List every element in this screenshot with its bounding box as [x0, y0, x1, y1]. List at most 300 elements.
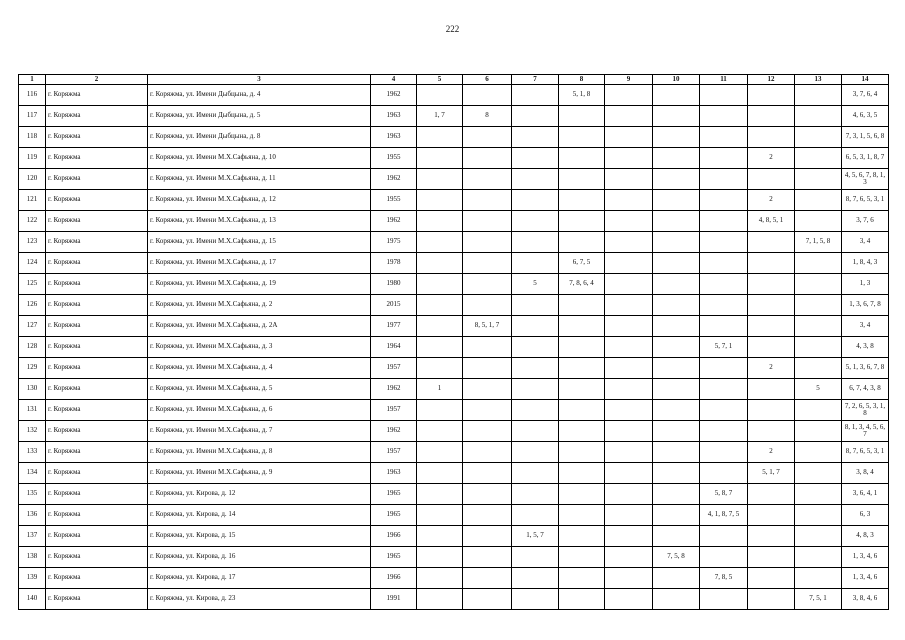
table-cell-col-14: 7, 2, 6, 5, 3, 1, 8: [842, 400, 889, 421]
table-cell-col-14: 3, 6, 4, 1: [842, 484, 889, 505]
table-cell-col-11: [700, 232, 748, 253]
table-cell-col-1: 139: [19, 568, 46, 589]
table-cell-col-10: [653, 463, 700, 484]
table-cell-col-5: 1: [417, 379, 463, 400]
table-cell-col-9: [605, 211, 653, 232]
table-cell-col-9: [605, 568, 653, 589]
table-cell-col-4: 1955: [371, 190, 417, 211]
table-cell-col-9: [605, 190, 653, 211]
table-cell-col-4: 1962: [371, 211, 417, 232]
table-cell-col-3: г. Коряжма, ул. Кирова, д. 23: [148, 589, 371, 610]
table-cell-col-8: [559, 211, 605, 232]
table-cell-col-8: [559, 148, 605, 169]
table-cell-col-9: [605, 505, 653, 526]
table-cell-col-1: 122: [19, 211, 46, 232]
table-cell-col-13: [795, 400, 842, 421]
table-cell-col-2: г. Коряжма: [46, 421, 148, 442]
table-cell-col-9: [605, 316, 653, 337]
table-cell-col-7: [512, 568, 559, 589]
table-cell-col-14: 3, 7, 6: [842, 211, 889, 232]
table-cell-col-8: [559, 400, 605, 421]
table-cell-col-5: [417, 253, 463, 274]
table-cell-col-12: [748, 547, 795, 568]
table-cell-col-8: [559, 547, 605, 568]
table-cell-col-3: г. Коряжма, ул. Имени М.Х.Сафьяна, д. 17: [148, 253, 371, 274]
table-cell-col-1: 125: [19, 274, 46, 295]
table-cell-col-11: [700, 106, 748, 127]
table-cell-col-11: [700, 148, 748, 169]
table-cell-col-9: [605, 274, 653, 295]
table-cell-col-7: [512, 127, 559, 148]
table-cell-col-13: [795, 316, 842, 337]
table-cell-col-11: [700, 358, 748, 379]
table-cell-col-3: г. Коряжма, ул. Кирова, д. 17: [148, 568, 371, 589]
table-cell-col-7: [512, 463, 559, 484]
table-cell-col-3: г. Коряжма, ул. Имени М.Х.Сафьяна, д. 3: [148, 337, 371, 358]
table-cell-col-14: 6, 3: [842, 505, 889, 526]
table-cell-col-12: 2: [748, 358, 795, 379]
table-cell-col-2: г. Коряжма: [46, 484, 148, 505]
table-cell-col-1: 138: [19, 547, 46, 568]
table-cell-col-3: г. Коряжма, ул. Кирова, д. 16: [148, 547, 371, 568]
table-cell-col-7: [512, 589, 559, 610]
table-cell-col-10: [653, 232, 700, 253]
table-cell-col-10: [653, 337, 700, 358]
table-cell-col-14: 4, 6, 3, 5: [842, 106, 889, 127]
table-cell-col-11: [700, 190, 748, 211]
table-cell-col-12: [748, 400, 795, 421]
table-cell-col-12: [748, 526, 795, 547]
table-cell-col-8: [559, 463, 605, 484]
column-header-4: 4: [371, 75, 417, 85]
table-cell-col-6: [463, 190, 512, 211]
table-cell-col-3: г. Коряжма, ул. Имени М.Х.Сафьяна, д. 9: [148, 463, 371, 484]
table-cell-col-11: [700, 316, 748, 337]
table-cell-col-12: [748, 253, 795, 274]
table-cell-col-13: [795, 127, 842, 148]
table-cell-col-11: [700, 253, 748, 274]
table-row: [19, 526, 889, 547]
table-cell-col-12: [748, 274, 795, 295]
table-cell-col-8: [559, 442, 605, 463]
table-cell-col-4: 1980: [371, 274, 417, 295]
table-cell-col-10: [653, 253, 700, 274]
table-cell-col-2: г. Коряжма: [46, 379, 148, 400]
table-cell-col-6: [463, 358, 512, 379]
table-cell-col-7: [512, 148, 559, 169]
table-cell-col-9: [605, 400, 653, 421]
table-cell-col-9: [605, 85, 653, 106]
table-cell-col-6: [463, 568, 512, 589]
table-cell-col-8: 6, 7, 5: [559, 253, 605, 274]
table-cell-col-8: [559, 505, 605, 526]
table-cell-col-5: [417, 526, 463, 547]
table-cell-col-2: г. Коряжма: [46, 442, 148, 463]
table-cell-col-3: г. Коряжма, ул. Имени М.Х.Сафьяна, д. 8: [148, 442, 371, 463]
table-cell-col-5: [417, 421, 463, 442]
table-cell-col-12: [748, 127, 795, 148]
table-cell-col-7: [512, 190, 559, 211]
table-cell-col-10: [653, 148, 700, 169]
table-cell-col-5: [417, 547, 463, 568]
table-cell-col-9: [605, 253, 653, 274]
header-row: [19, 75, 889, 85]
table-cell-col-2: г. Коряжма: [46, 526, 148, 547]
table-cell-col-13: [795, 442, 842, 463]
table-cell-col-3: г. Коряжма, ул. Кирова, д. 15: [148, 526, 371, 547]
table-cell-col-14: 8, 7, 6, 5, 3, 1: [842, 190, 889, 211]
table-cell-col-2: г. Коряжма: [46, 169, 148, 190]
table-cell-col-3: г. Коряжма, ул. Имени М.Х.Сафьяна, д. 19: [148, 274, 371, 295]
table-cell-col-6: [463, 463, 512, 484]
table-cell-col-8: [559, 337, 605, 358]
table-cell-col-8: [559, 127, 605, 148]
table-cell-col-4: 1962: [371, 169, 417, 190]
table-cell-col-12: 4, 8, 5, 1: [748, 211, 795, 232]
table-cell-col-6: [463, 148, 512, 169]
table-cell-col-6: [463, 85, 512, 106]
table-cell-col-3: г. Коряжма, ул. Имени М.Х.Сафьяна, д. 12: [148, 190, 371, 211]
table-cell-col-2: г. Коряжма: [46, 190, 148, 211]
table-cell-col-11: [700, 526, 748, 547]
table-cell-col-14: 3, 4: [842, 232, 889, 253]
table-cell-col-6: [463, 274, 512, 295]
table-row: [19, 358, 889, 379]
table-cell-col-14: 8, 1, 3, 4, 5, 6, 7: [842, 421, 889, 442]
table-cell-col-10: [653, 421, 700, 442]
table-cell-col-4: 1978: [371, 253, 417, 274]
table-cell-col-12: [748, 316, 795, 337]
table-cell-col-10: [653, 106, 700, 127]
table-cell-col-3: г. Коряжма, ул. Имени М.Х.Сафьяна, д. 6: [148, 400, 371, 421]
table-cell-col-8: [559, 379, 605, 400]
column-header-6: 6: [463, 75, 512, 85]
table-cell-col-8: [559, 316, 605, 337]
table-cell-col-5: [417, 274, 463, 295]
table-cell-col-14: 4, 3, 8: [842, 337, 889, 358]
table-cell-col-3: г. Коряжма, ул. Кирова, д. 12: [148, 484, 371, 505]
table-cell-col-11: [700, 169, 748, 190]
table-cell-col-1: 128: [19, 337, 46, 358]
table-cell-col-12: [748, 85, 795, 106]
table-cell-col-1: 119: [19, 148, 46, 169]
table-cell-col-10: [653, 442, 700, 463]
table-cell-col-10: [653, 400, 700, 421]
table-cell-col-5: [417, 337, 463, 358]
table-cell-col-11: [700, 127, 748, 148]
table-cell-col-3: г. Коряжма, ул. Имени М.Х.Сафьяна, д. 13: [148, 211, 371, 232]
table-cell-col-1: 121: [19, 190, 46, 211]
table-cell-col-7: [512, 484, 559, 505]
table-body: [19, 85, 889, 610]
table-cell-col-10: [653, 568, 700, 589]
table-row: [19, 211, 889, 232]
table-cell-col-9: [605, 169, 653, 190]
table-cell-col-3: г. Коряжма, ул. Имени М.Х.Сафьяна, д. 15: [148, 232, 371, 253]
table-cell-col-13: [795, 253, 842, 274]
table-cell-col-8: 5, 1, 8: [559, 85, 605, 106]
table-cell-col-11: [700, 85, 748, 106]
table-cell-col-1: 126: [19, 295, 46, 316]
table-cell-col-2: г. Коряжма: [46, 358, 148, 379]
column-header-2: 2: [46, 75, 148, 85]
table-cell-col-10: [653, 505, 700, 526]
table-cell-col-4: 1965: [371, 547, 417, 568]
table-cell-col-12: 2: [748, 442, 795, 463]
table-cell-col-6: [463, 526, 512, 547]
table-cell-col-9: [605, 442, 653, 463]
table-cell-col-10: [653, 85, 700, 106]
table-cell-col-9: [605, 127, 653, 148]
table-row: [19, 169, 889, 190]
table-cell-col-5: [417, 127, 463, 148]
table-cell-col-4: 1963: [371, 127, 417, 148]
table-cell-col-7: [512, 232, 559, 253]
table-row: [19, 190, 889, 211]
table-cell-col-12: [748, 295, 795, 316]
table-row: [19, 85, 889, 106]
table-cell-col-6: [463, 505, 512, 526]
table-cell-col-8: [559, 190, 605, 211]
table-cell-col-4: 1963: [371, 106, 417, 127]
table-cell-col-4: 1963: [371, 463, 417, 484]
table-cell-col-9: [605, 421, 653, 442]
table-cell-col-8: [559, 589, 605, 610]
table-row: [19, 337, 889, 358]
table-cell-col-14: 1, 3, 6, 7, 8: [842, 295, 889, 316]
table-cell-col-2: г. Коряжма: [46, 463, 148, 484]
table-cell-col-8: [559, 358, 605, 379]
table-cell-col-14: 5, 1, 3, 6, 7, 8: [842, 358, 889, 379]
table-cell-col-4: 1957: [371, 400, 417, 421]
table-cell-col-1: 117: [19, 106, 46, 127]
table-row: [19, 463, 889, 484]
table-cell-col-1: 127: [19, 316, 46, 337]
table-cell-col-12: [748, 568, 795, 589]
table-cell-col-12: [748, 505, 795, 526]
table-cell-col-9: [605, 106, 653, 127]
table-cell-col-6: [463, 232, 512, 253]
table-cell-col-13: [795, 526, 842, 547]
table-cell-col-11: [700, 421, 748, 442]
table-cell-col-14: 3, 7, 6, 4: [842, 85, 889, 106]
table-cell-col-10: [653, 274, 700, 295]
table-cell-col-6: [463, 484, 512, 505]
table-cell-col-7: [512, 505, 559, 526]
table-cell-col-10: [653, 127, 700, 148]
table-cell-col-6: [463, 295, 512, 316]
table-cell-col-12: [748, 484, 795, 505]
table-cell-col-13: [795, 211, 842, 232]
table-cell-col-5: [417, 484, 463, 505]
table-cell-col-9: [605, 526, 653, 547]
table-cell-col-5: [417, 232, 463, 253]
table-cell-col-1: 134: [19, 463, 46, 484]
table-cell-col-14: 6, 5, 3, 1, 8, 7: [842, 148, 889, 169]
table-cell-col-7: [512, 442, 559, 463]
table-cell-col-9: [605, 463, 653, 484]
table-cell-col-2: г. Коряжма: [46, 337, 148, 358]
table-cell-col-3: г. Коряжма, ул. Имени Дыбцына, д. 8: [148, 127, 371, 148]
table-cell-col-10: [653, 484, 700, 505]
table-cell-col-13: [795, 547, 842, 568]
table-cell-col-4: 1962: [371, 421, 417, 442]
table-cell-col-10: [653, 379, 700, 400]
table-cell-col-11: 5, 7, 1: [700, 337, 748, 358]
table-cell-col-3: г. Коряжма, ул. Имени М.Х.Сафьяна, д. 4: [148, 358, 371, 379]
table-cell-col-8: 7, 8, 6, 4: [559, 274, 605, 295]
table-cell-col-6: [463, 442, 512, 463]
table-cell-col-4: 2015: [371, 295, 417, 316]
table-row: [19, 442, 889, 463]
table-cell-col-5: [417, 358, 463, 379]
table-cell-col-13: 5: [795, 379, 842, 400]
table-cell-col-12: [748, 589, 795, 610]
table-cell-col-7: [512, 358, 559, 379]
table-cell-col-1: 137: [19, 526, 46, 547]
table-cell-col-2: г. Коряжма: [46, 568, 148, 589]
table-cell-col-12: [748, 106, 795, 127]
table-cell-col-4: 1957: [371, 358, 417, 379]
table-cell-col-3: г. Коряжма, ул. Имени М.Х.Сафьяна, д. 7: [148, 421, 371, 442]
table-cell-col-5: [417, 169, 463, 190]
table-cell-col-9: [605, 589, 653, 610]
table-cell-col-9: [605, 358, 653, 379]
table-cell-col-14: 1, 3: [842, 274, 889, 295]
table-cell-col-13: [795, 85, 842, 106]
table-cell-col-4: 1977: [371, 316, 417, 337]
table-cell-col-5: [417, 589, 463, 610]
table-cell-col-13: [795, 148, 842, 169]
table-cell-col-2: г. Коряжма: [46, 295, 148, 316]
table-cell-col-4: 1962: [371, 379, 417, 400]
table-cell-col-3: г. Коряжма, ул. Имени М.Х.Сафьяна, д. 5: [148, 379, 371, 400]
table-cell-col-11: [700, 463, 748, 484]
table-row: [19, 589, 889, 610]
table-cell-col-1: 132: [19, 421, 46, 442]
column-header-5: 5: [417, 75, 463, 85]
table-cell-col-13: [795, 274, 842, 295]
table-cell-col-2: г. Коряжма: [46, 316, 148, 337]
table-row: [19, 400, 889, 421]
column-header-13: 13: [795, 75, 842, 85]
table-cell-col-4: 1957: [371, 442, 417, 463]
table-cell-col-2: г. Коряжма: [46, 505, 148, 526]
table-cell-col-12: [748, 421, 795, 442]
table-row: [19, 379, 889, 400]
table-cell-col-5: [417, 568, 463, 589]
housing-register-table: [18, 74, 889, 610]
column-header-3: 3: [148, 75, 371, 85]
table-cell-col-12: [748, 169, 795, 190]
table-cell-col-2: г. Коряжма: [46, 547, 148, 568]
table-cell-col-1: 136: [19, 505, 46, 526]
table-cell-col-12: 2: [748, 148, 795, 169]
table-cell-col-1: 116: [19, 85, 46, 106]
table-cell-col-11: [700, 211, 748, 232]
table-cell-col-1: 118: [19, 127, 46, 148]
table-cell-col-13: [795, 463, 842, 484]
table-cell-col-14: 4, 5, 6, 7, 8, 1, 3: [842, 169, 889, 190]
table-cell-col-5: [417, 400, 463, 421]
table-cell-col-5: [417, 190, 463, 211]
table-cell-col-7: [512, 295, 559, 316]
table-cell-col-3: г. Коряжма, ул. Имени М.Х.Сафьяна, д. 11: [148, 169, 371, 190]
table-cell-col-4: 1964: [371, 337, 417, 358]
table-row: [19, 316, 889, 337]
table-cell-col-14: 1, 3, 4, 6: [842, 568, 889, 589]
table-cell-col-8: [559, 106, 605, 127]
table-cell-col-13: [795, 295, 842, 316]
table-cell-col-6: [463, 253, 512, 274]
table-cell-col-4: 1991: [371, 589, 417, 610]
table-cell-col-8: [559, 421, 605, 442]
table-cell-col-13: [795, 337, 842, 358]
table-cell-col-5: [417, 463, 463, 484]
table-row: [19, 274, 889, 295]
table-cell-col-12: 5, 1, 7: [748, 463, 795, 484]
table-cell-col-1: 124: [19, 253, 46, 274]
table-cell-col-7: [512, 337, 559, 358]
table-cell-col-7: 1, 5, 7: [512, 526, 559, 547]
table-cell-col-2: г. Коряжма: [46, 589, 148, 610]
table-row: [19, 232, 889, 253]
table-cell-col-5: [417, 316, 463, 337]
table-cell-col-4: 1965: [371, 505, 417, 526]
column-header-9: 9: [605, 75, 653, 85]
table-cell-col-4: 1962: [371, 85, 417, 106]
table-cell-col-12: 2: [748, 190, 795, 211]
column-header-10: 10: [653, 75, 700, 85]
table-cell-col-5: [417, 295, 463, 316]
table-cell-col-1: 130: [19, 379, 46, 400]
table-cell-col-13: [795, 568, 842, 589]
table-row: [19, 568, 889, 589]
table-cell-col-11: 5, 8, 7: [700, 484, 748, 505]
table-cell-col-13: 7, 5, 1: [795, 589, 842, 610]
column-header-14: 14: [842, 75, 889, 85]
table-cell-col-1: 123: [19, 232, 46, 253]
table-cell-col-14: 4, 8, 3: [842, 526, 889, 547]
table-cell-col-13: 7, 1, 5, 8: [795, 232, 842, 253]
table-cell-col-2: г. Коряжма: [46, 211, 148, 232]
table-cell-col-6: [463, 379, 512, 400]
table-cell-col-11: 7, 8, 5: [700, 568, 748, 589]
table-cell-col-12: [748, 379, 795, 400]
table-cell-col-5: [417, 148, 463, 169]
column-header-8: 8: [559, 75, 605, 85]
table-cell-col-11: [700, 442, 748, 463]
table-cell-col-6: [463, 547, 512, 568]
table-cell-col-11: 4, 1, 8, 7, 5: [700, 505, 748, 526]
table-cell-col-3: г. Коряжма, ул. Имени М.Х.Сафьяна, д. 10: [148, 148, 371, 169]
table-row: [19, 484, 889, 505]
table-cell-col-7: [512, 400, 559, 421]
table-cell-col-7: [512, 106, 559, 127]
table-cell-col-9: [605, 337, 653, 358]
table-row: [19, 127, 889, 148]
table-row: [19, 148, 889, 169]
table-cell-col-3: г. Коряжма, ул. Имени Дыбцына, д. 4: [148, 85, 371, 106]
table-row: [19, 421, 889, 442]
table-cell-col-1: 120: [19, 169, 46, 190]
column-header-12: 12: [748, 75, 795, 85]
table-cell-col-8: [559, 169, 605, 190]
table-cell-col-13: [795, 190, 842, 211]
table-cell-col-1: 135: [19, 484, 46, 505]
table-cell-col-3: г. Коряжма, ул. Имени М.Х.Сафьяна, д. 2А: [148, 316, 371, 337]
table-cell-col-13: [795, 421, 842, 442]
